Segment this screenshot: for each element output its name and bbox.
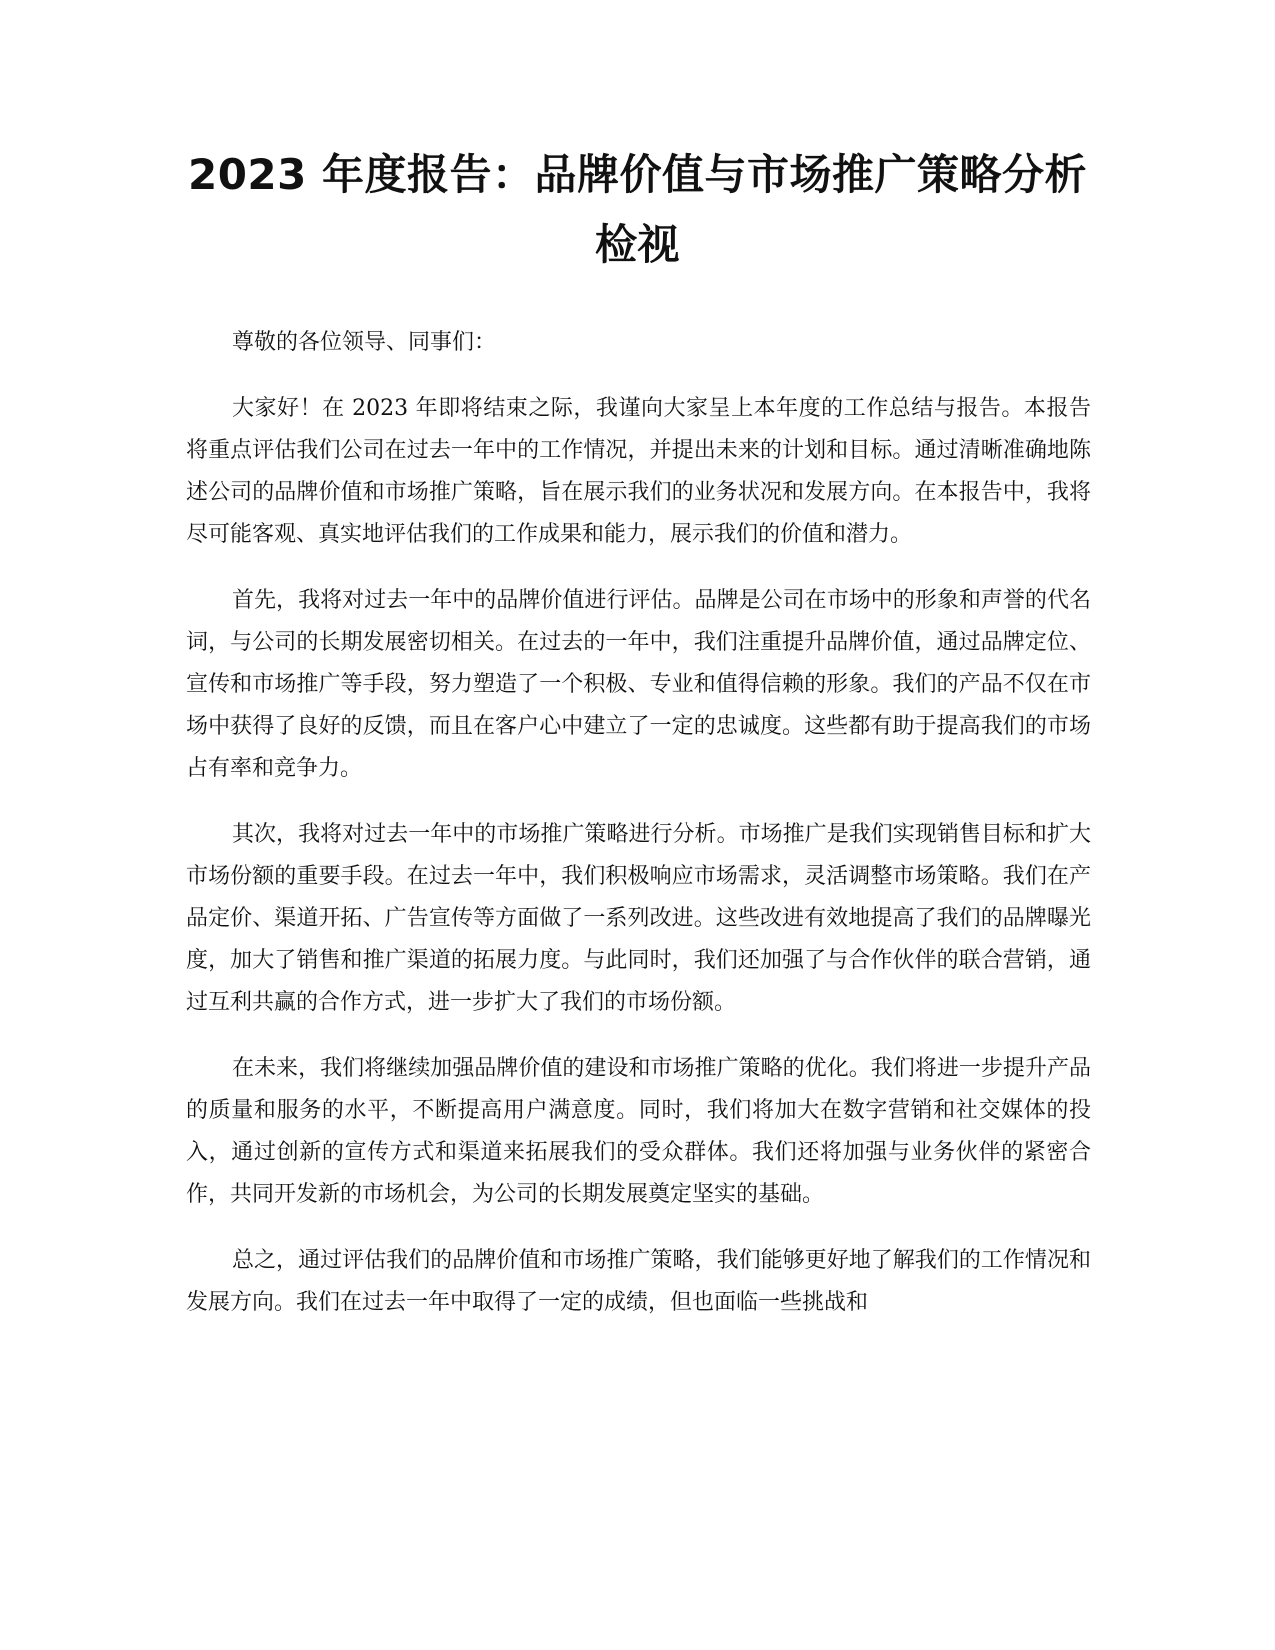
paragraph-brand-value: 首先，我将对过去一年中的品牌价值进行评估。品牌是公司在市场中的形象和声誉的代名词，与公司的长期发展密切相关。在过去的一年中，我们注重提升品牌价值，通过品牌定位、宣传和市场推广等手段，努力塑造了一个积极、专业和值得信赖的形象。我们的产品不仅在市场中获得了良好的反馈，而且在客户心中建立了一定的忠诚度。这些都有助于提高我们的市场占有率和竞争力。 bbox=[186, 588, 1091, 781]
paragraph-conclusion: 总之，通过评估我们的品牌价值和市场推广策略，我们能够更好地了解我们的工作情况和发展方向。我们在过去一年中取得了一定的成绩，但也面临一些挑战和 bbox=[186, 1248, 1091, 1315]
paragraph-intro: 大家好！在 2023 年即将结束之际，我谨向大家呈上本年度的工作总结与报告。本报告将重点评估我们公司在过去一年中的工作情况，并提出未来的计划和目标。通过清晰准确地陈述公司的品牌价值和市场推广策略，旨在展示我们的业务状况和发展方向。在本报告中，我将尽可能客观、真实地评估我们的工作成果和能力，展示我们的价值和潜力。 bbox=[186, 396, 1091, 547]
paragraph-marketing-strategy: 其次，我将对过去一年中的市场推广策略进行分析。市场推广是我们实现销售目标和扩大市场份额的重要手段。在过去一年中，我们积极响应市场需求，灵活调整市场策略。我们在产品定价、渠道开拓、广告宣传等方面做了一系列改进。这些改进有效地提高了我们的品牌曝光度，加大了销售和推广渠道的拓展力度。与此同时，我们还加强了与合作伙伴的联合营销，通过互利共赢的合作方式，进一步扩大了我们的市场份额。 bbox=[186, 822, 1091, 1015]
document-body bbox=[186, 322, 1091, 1348]
paragraph-future-plan: 在未来，我们将继续加强品牌价值的建设和市场推广策略的优化。我们将进一步提升产品的质量和服务的水平，不断提高用户满意度。同时，我们将加大在数字营销和社交媒体的投入，通过创新的宣传方式和渠道来拓展我们的受众群体。我们还将加强与业务伙伴的紧密合作，共同开发新的市场机会，为公司的长期发展奠定坚实的基础。 bbox=[186, 1056, 1091, 1207]
document-title: 2023 年度报告：品牌价值与市场推广策略分析检视 bbox=[187, 150, 1088, 269]
salutation: 尊敬的各位领导、同事们： bbox=[232, 330, 497, 355]
